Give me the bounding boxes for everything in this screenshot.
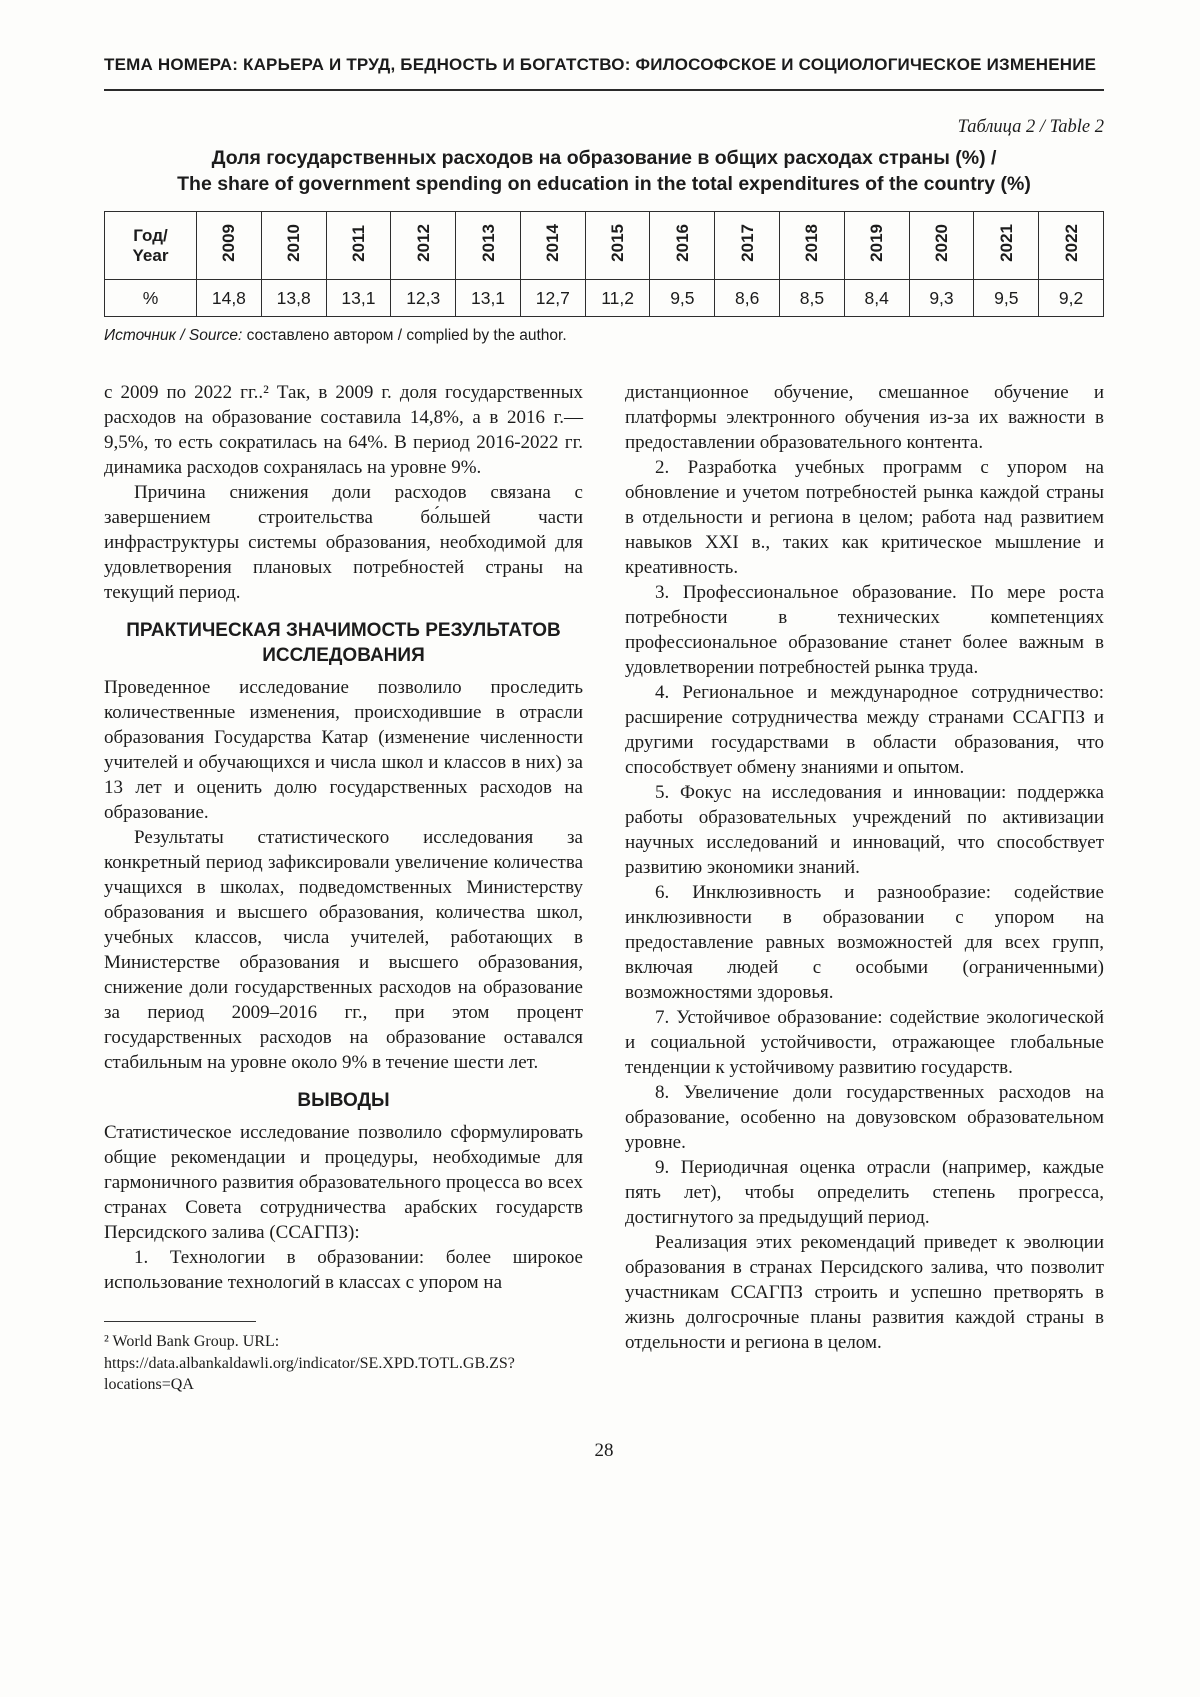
running-head: ТЕМА НОМЕРА: КАРЬЕРА И ТРУД, БЕДНОСТЬ И БОГАТСТВО: ФИЛОСОФСКОЕ И СОЦИОЛОГИЧЕСКОЕ ИЗМЕНЕНИЕ bbox=[104, 54, 1104, 91]
year-label: 2010 bbox=[284, 224, 304, 262]
year-label: 2018 bbox=[802, 224, 822, 262]
paragraph: 8. Увеличение доли государственных расходов на образование, особенно на довузовском образовательном уровне. bbox=[625, 1082, 1104, 1153]
year-header-cell bbox=[909, 212, 974, 280]
paragraph: Результаты статистического исследования за конкретный период зафиксировали увеличение количества учащихся в школах, подведомственных Министерству образования и высшего образования, количества школ, учебных классов, числа учителей, работающих в Министерстве образования и высшего образования, снижение доли государственных расходов на образование за период 2009–2016 гг., при этом процент государственных расходов на образование оставался стабильным на уровне около 9% в течение шести лет. bbox=[104, 827, 583, 1073]
year-label: 2015 bbox=[608, 224, 628, 262]
paragraph: Причина снижения доли расходов связана с завершением строительства бо́льшей части инфраструктуры системы образования, необходимой для удовлетворения плановых потребностей страны на текущий период. bbox=[104, 482, 583, 603]
source-label: Источник / Source: bbox=[104, 327, 243, 344]
year-label: 2019 bbox=[867, 224, 887, 262]
section-heading-practical-significance: ПРАКТИЧЕСКАЯ ЗНАЧИМОСТЬ РЕЗУЛЬТАТОВ ИССЛЕДОВАНИЯ bbox=[126, 620, 561, 666]
page-number: 28 bbox=[594, 1439, 614, 1461]
paragraph: с 2009 по 2022 гг..² Так, в 2009 г. доля государственных расходов на образование составила 14,8%, а в 2016 г.— 9,5%, то есть сократилась на 64%. В период 2016-2022 гг. динамика расходов сохранялась на уровне 9%. bbox=[104, 382, 583, 478]
year-label: 2020 bbox=[931, 224, 951, 262]
source-line bbox=[104, 326, 1104, 346]
paragraph: 2. Разработка учебных программ с упором на обновление и учетом потребностей рынка каждой страны в отдельности и региона в целом; работа над развитием навыков XXI в., таких как критическое мышление и креативность. bbox=[625, 457, 1104, 578]
value-cell: 9,5 bbox=[974, 280, 1039, 317]
year-label: 2022 bbox=[1061, 224, 1081, 262]
year-header-cell bbox=[456, 212, 521, 280]
table-caption: Таблица 2 / Table 2 bbox=[957, 117, 1104, 137]
year-label: 2011 bbox=[348, 224, 368, 262]
year-header-cell bbox=[326, 212, 391, 280]
footnote-text: ² World Bank Group. URL: https://data.albankaldawli.org/indicator/SE.XPD.TOTL.GB.ZS?locations=QA bbox=[104, 1333, 515, 1393]
year-label: 2014 bbox=[543, 224, 563, 262]
body-column-right bbox=[625, 380, 1104, 1396]
year-header-cell bbox=[197, 212, 262, 280]
year-label: 2012 bbox=[413, 224, 433, 262]
footnote-rule bbox=[104, 1321, 256, 1322]
value-cell: 14,8 bbox=[197, 280, 262, 317]
value-cell: 13,1 bbox=[456, 280, 521, 317]
year-label: 2017 bbox=[737, 224, 757, 262]
value-cell: 9,2 bbox=[1039, 280, 1104, 317]
year-label: 2009 bbox=[219, 224, 239, 262]
paragraph: 7. Устойчивое образование: содействие экологической и социальной устойчивости, отражающее глобальные тенденции к устойчивому развитию государств. bbox=[625, 1007, 1104, 1078]
value-cell: 8,5 bbox=[780, 280, 845, 317]
value-cell: 8,6 bbox=[715, 280, 780, 317]
value-cell: 13,8 bbox=[261, 280, 326, 317]
section-heading-conclusions: ВЫВОДЫ bbox=[297, 1090, 390, 1111]
paragraph: 3. Профессиональное образование. По мере роста потребности в технических компетенциях профессиональное образование станет более важным в удовлетворении потребностей рынка труда. bbox=[625, 582, 1104, 678]
year-header-cell bbox=[650, 212, 715, 280]
year-header-cell bbox=[780, 212, 845, 280]
year-header-cell bbox=[520, 212, 585, 280]
year-header-cell bbox=[1039, 212, 1104, 280]
table-header-row bbox=[105, 212, 1104, 280]
value-cell: 9,3 bbox=[909, 280, 974, 317]
year-corner-label: Год/ Year bbox=[105, 212, 197, 280]
body-columns bbox=[104, 380, 1104, 1396]
paragraph: дистанционное обучение, смешанное обучение и платформы электронного обучения из-за их важности в предоставлении образовательного контента. bbox=[625, 382, 1104, 453]
paragraph: 9. Периодичная оценка отрасли (например, каждые пять лет), чтобы определить степень прогресса, достигнутого за предыдущий период. bbox=[625, 1157, 1104, 1228]
value-cell: 9,5 bbox=[650, 280, 715, 317]
percent-row-label: % bbox=[105, 280, 197, 317]
paragraph: 6. Инклюзивность и разнообразие: содействие инклюзивности в образовании с упором на предоставление равных возможностей для всех групп, включая людей с особыми (ограниченными) возможностями здоровья. bbox=[625, 882, 1104, 1003]
table-title-ru: Доля государственных расходов на образование в общих расходах страны (%) / bbox=[211, 147, 997, 169]
table-value-row bbox=[105, 280, 1104, 317]
year-label: 2021 bbox=[996, 224, 1016, 262]
source-text: составлено автором / complied by the author. bbox=[242, 327, 567, 344]
year-header-cell bbox=[974, 212, 1039, 280]
paragraph: 5. Фокус на исследования и инновации: поддержка работы образовательных учреждений по активизации научных исследований и инноваций, что способствует развитию экономики знаний. bbox=[625, 782, 1104, 878]
table-title-en: The share of government spending on education in the total expenditures of the country (%) bbox=[177, 173, 1031, 195]
paragraph: 4. Региональное и международное сотрудничество: расширение сотрудничества между странами ССАГПЗ и другими государствами в области образования, что способствует обмену знаниями и опытом. bbox=[625, 682, 1104, 778]
paragraph: Статистическое исследование позволило сформулировать общие рекомендации и процедуры, необходимые для гармоничного развития образовательного процесса во всех странах Совета сотрудничества арабских государств Персидского залива (ССАГПЗ): bbox=[104, 1122, 583, 1243]
value-cell: 12,3 bbox=[391, 280, 456, 317]
year-header-cell bbox=[585, 212, 650, 280]
year-header-cell bbox=[261, 212, 326, 280]
value-cell: 8,4 bbox=[844, 280, 909, 317]
table-title bbox=[104, 145, 1104, 197]
year-header-cell bbox=[391, 212, 456, 280]
value-cell: 11,2 bbox=[585, 280, 650, 317]
footnote-block bbox=[104, 1321, 583, 1396]
paragraph: 1. Технологии в образовании: более широкое использование технологий в классах с упором на bbox=[104, 1247, 583, 1293]
education-spending-table bbox=[104, 211, 1104, 317]
value-cell: 12,7 bbox=[520, 280, 585, 317]
year-header-cell bbox=[715, 212, 780, 280]
value-cell: 13,1 bbox=[326, 280, 391, 317]
year-header-cell bbox=[844, 212, 909, 280]
year-label: 2013 bbox=[478, 224, 498, 262]
body-column-left bbox=[104, 380, 583, 1396]
year-label: 2016 bbox=[672, 224, 692, 262]
paragraph: Реализация этих рекомендаций приведет к эволюции образования в странах Персидского залива, что позволит участникам ССАГПЗ строить и успешно претворять в жизнь долгосрочные планы развития каждой страны в отдельности и региона в целом. bbox=[625, 1232, 1104, 1353]
paragraph: Проведенное исследование позволило проследить количественные изменения, происходившие в отрасли образования Государства Катар (изменение численности учителей и обучающихся и числа школ и классов в них) за 13 лет и оценить долю государственных расходов на образование. bbox=[104, 677, 583, 823]
